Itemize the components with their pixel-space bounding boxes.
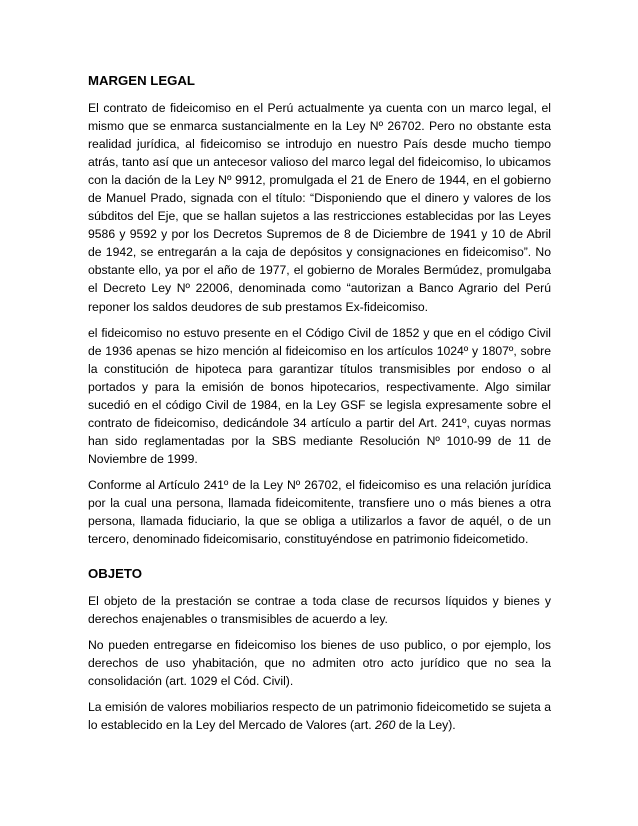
paragraph-ley-mercado-valores	[88, 698, 551, 734]
paragraph: El contrato de fideicomiso en el Perú actualmente ya cuenta con un marco legal, el mismo que se enmarca sustancialmente en la Ley Nº 26702. Pero no obstante esta realidad jurídica, al fideicomiso se introdujo en nuestro País desde mucho tiempo atrás, tanto así que un antecesor valioso del marco legal del fideicomiso, lo ubicamos con la dación de la Ley Nº 9912, promulgada el 21 de Enero de 1944, en el gobierno de Manuel Prado, signada con el título: “Disponiendo que el dinero y valores de los súbditos del Eje, que se hallan sujetos a las restricciones establecidas por las Leyes 9586 y 9592 y por los Decretos Supremos de 8 de Diciembre de 1941 y 10 de Abril de 1942, se entregarán a la caja de depósitos y consignaciones en fideicomiso”. No obstante ello, ya por el año de 1977, el gobierno de Morales Bermúdez, promulgaba el Decreto Ley Nº 22006, denominada como “autorizan a Banco Agrario del Perú reponer los saldos deudores de sub prestamos Ex-fideicomiso.	[88, 101, 551, 314]
section-heading-margen-legal: MARGEN LEGAL	[88, 73, 195, 88]
paragraph: No pueden entregarse en fideicomiso los bienes de uso publico, o por ejemplo, los derechos de uso yhabitación, que no admiten otro acto jurídico que no sea la consolidación (art. 1029 el Cód. Civil).	[88, 638, 551, 689]
paragraph: El objeto de la prestación se contrae a toda clase de recursos líquidos y bienes y derechos enajenables o transmisibles de acuerdo a ley.	[88, 594, 551, 627]
paragraph-text-after: de la Ley).	[395, 718, 456, 733]
article-number-italic: 260	[375, 718, 396, 733]
paragraph-text-before: La emisión de valores mobiliarios respecto de un patrimonio fideicometido se sujeta a lo establecido en la Ley del Mercado de Valores (art.	[88, 700, 551, 733]
paragraph: el fideicomiso no estuvo presente en el Código Civil de 1852 y que en el código Civil de 1936 apenas se hizo mención al fideicomiso en los artículos 1024º y 1807º, sobre la constitución de hipoteca para garantizar títulos transmisibles por endoso o al portados y para la emisión de bonos hipotecarios, respectivamente. Algo similar sucedió en el código Civil de 1984, en la Ley GSF se legisla expresamente sobre el contrato de fideicomiso, dedicándole 34 artículo a partir del Art. 241º, cuyas normas han sido reglamentadas por la SBS mediante Resolución Nº 1010-99 de 11 de Noviembre de 1999.	[88, 325, 551, 466]
paragraph: Conforme al Artículo 241º de la Ley Nº 26702, el fideicomiso es una relación jurídica por la cual una persona, llamada fideicomitente, transfiere uno o más bienes a otra persona, llamada fiduciario, la que se obliga a utilizarlos a favor de aquél, o de un tercero, denominado fideicomisario, constituyéndose en patrimonio fideicometido.	[88, 477, 551, 547]
section-heading-objeto: OBJETO	[88, 566, 142, 582]
document-page	[88, 72, 551, 742]
